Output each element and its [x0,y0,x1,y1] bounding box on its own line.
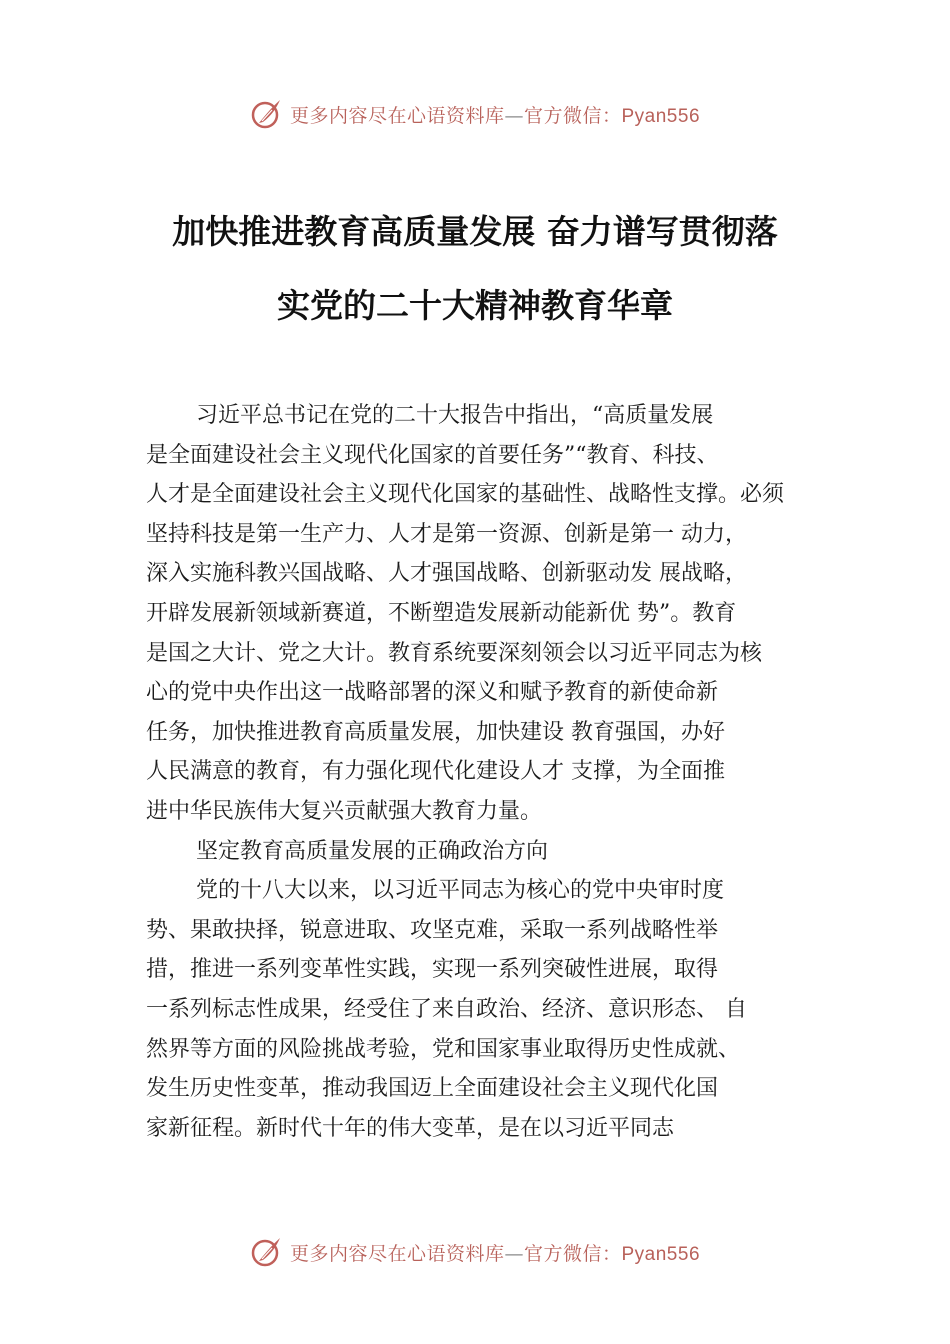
body-line: 措，推进一系列变革性实践，实现一系列突破性进展，取得 [146,957,719,983]
document-title-line-1: 加快推进教育高质量发展 奋力谱写贯彻落 [172,212,778,251]
document-body [146,396,836,1148]
body-line: 发生历史性变革，推动我国迈上全面建设社会主义现代化国 [146,1076,719,1102]
body-line: 人民满意的教育，有力强化现代化建设人才 支撑，为全面推 [146,759,725,785]
document-title-line-2: 实党的二十大精神教育华章 [277,286,673,325]
body-line: 然界等方面的风险挑战考验，党和国家事业取得历史性成就、 [146,1036,741,1062]
body-line: 习近平总书记在党的二十大报告中指出，“高质量发展 [196,403,714,428]
header-banner [0,94,950,134]
banner-text [290,1239,700,1266]
body-line: 是国之大计、党之大计。教育系统要深刻领会以习近平同志为核 [146,640,763,666]
banner-label: 官方微信： [523,1242,622,1265]
banner-label: 官方微信： [523,104,622,127]
banner-text [290,101,700,128]
body-line: 势、果敢抉择，锐意进取、攻坚克难，采取一系列战略性举 [146,917,719,943]
body-line: 任务，加快推进教育高质量发展，加快建设 教育强国，办好 [146,719,725,745]
body-line: 深入实施科教兴国战略、人才强国战略、创新驱动发 展战略， [146,561,747,587]
body-line: 家新征程。新时代十年的伟大变革，是在以习近平同志 [146,1115,675,1141]
body-line: 一系列标志性成果，经受住了来自政治、经济、意识形态、 自 [146,996,747,1022]
banner-separator: — [504,1242,524,1265]
body-line: 坚持科技是第一生产力、人才是第一资源、创新是第一 动力， [146,521,747,547]
banner-separator: — [504,104,524,127]
body-line: 进中华民族伟大复兴贡献强大教育力量。 [146,798,543,824]
quill-circle-logo-icon [250,97,284,131]
quill-circle-logo-icon [250,1235,284,1269]
banner-wechat-id: Pyan556 [621,1243,701,1265]
footer-banner [0,1232,950,1272]
body-line: 心的党中央作出这一战略部署的深义和赋予教育的新使命新 [146,680,719,706]
body-line: 开辟发展新领域新赛道，不断塑造发展新动能新优 势”。教育 [146,600,737,626]
body-line: 党的十八大以来，以习近平同志为核心的党中央审时度 [196,878,725,904]
banner-wechat-id: Pyan556 [621,105,701,127]
banner-main-text: 更多内容尽在心语资料库 [289,104,505,127]
body-line: 人才是全面建设社会主义现代化国家的基础性、战略性支撑。必须 [146,482,785,508]
banner-main-text: 更多内容尽在心语资料库 [289,1242,505,1265]
section-heading: 坚定教育高质量发展的正确政治方向 [196,838,549,864]
body-line: 是全面建设社会主义现代化国家的首要任务”“教育、科技、 [146,442,719,468]
